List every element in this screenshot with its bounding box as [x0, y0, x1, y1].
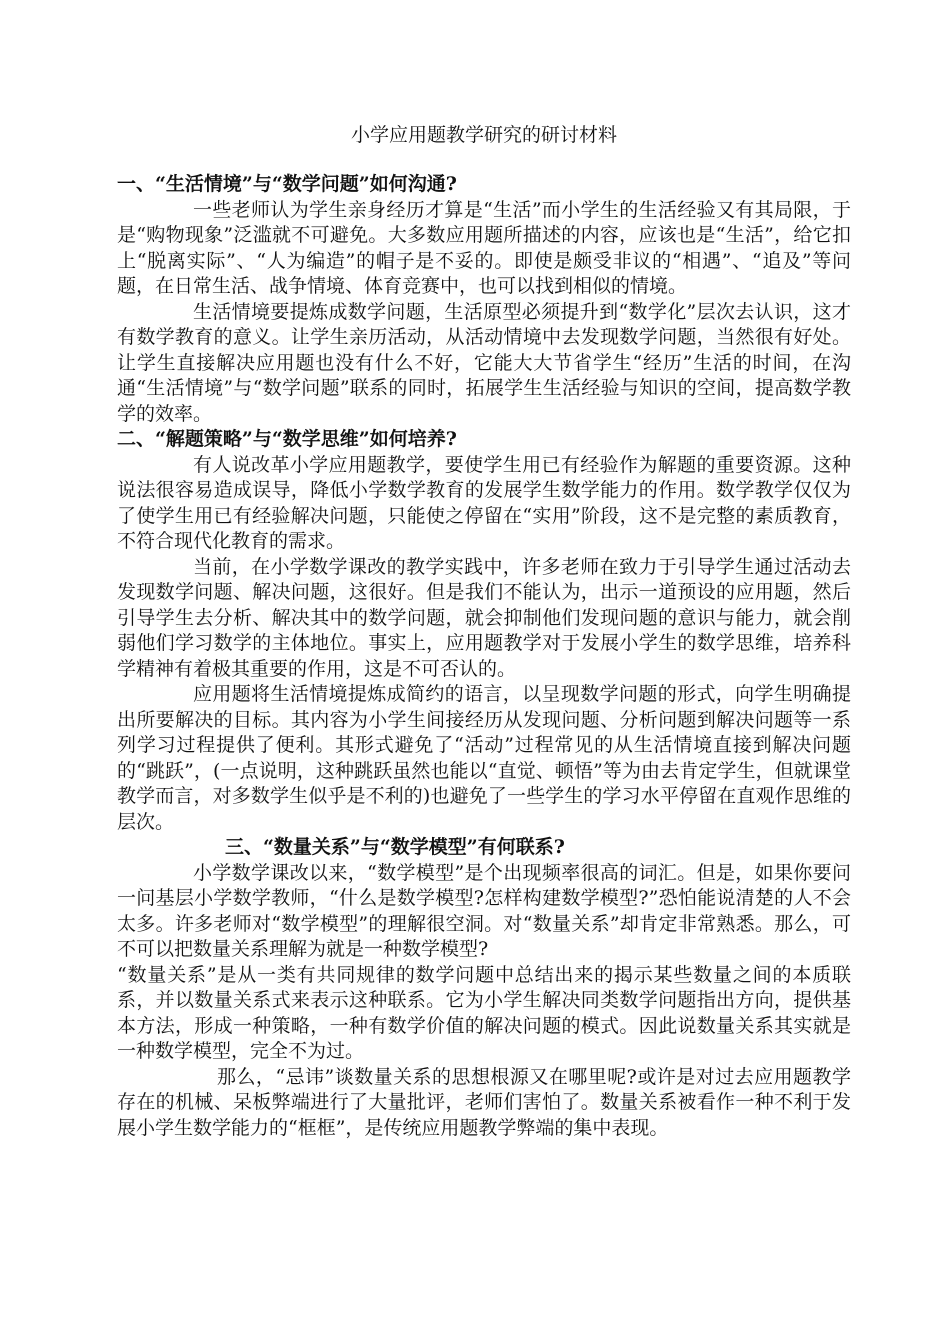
- section-3-paragraph-3: 那么，“忌讳”谈数量关系的思想根源又在哪里呢?或许是对过去应用题教学存在的机械、呆板弊端进行了大量批评，老师们害怕了。数量关系被看作一种不利于发展小学生数学能力的“框框”，是传统应用题教学弊端的集中表现。: [117, 1065, 851, 1139]
- section-1-paragraph-2: 生活情境要提炼成数学问题，生活原型必须提升到“数学化”层次去认识，这才有数学教育的意义。让学生亲历活动，从活动情境中去发现数学问题，当然很有好处。让学生直接解决应用题也没有什么不好，它能大大节省学生“经历”生活的时间，在沟通“生活情境”与“数学问题”联系的同时，拓展学生生活经验与知识的空间，提高数学教学的效率。: [117, 300, 851, 425]
- section-1-paragraph-1: 一些老师认为学生亲身经历才算是“生活”而小学生的生活经验又有其局限，于是“购物现象”泛滥就不可避免。大多数应用题所描述的内容，应该也是“生活”，给它扣上“脱离实际”、“人为编造”的帽子是不妥的。即使是颇受非议的“相遇”、“追及”等问题，在日常生活、战争情境、体育竞赛中，也可以找到相似的情境。: [117, 198, 851, 297]
- section-3-heading: 三、“数量关系”与“数学模型”有何联系?: [225, 836, 565, 858]
- section-3-paragraph-2: “数量关系”是从一类有共同规律的数学问题中总结出来的揭示某些数量之间的本质联系，并以数量关系式来表示这种联系。它为小学生解决同类数学问题指出方向，提供基本方法，形成一种策略，一种有数学价值的解决问题的模式。因此说数量关系其实就是一种数学模型，完全不为过。: [117, 963, 851, 1062]
- section-2-paragraph-2: 当前，在小学数学课改的教学实践中，许多老师在致力于引导学生通过活动去发现数学问题、解决问题，这很好。但是我们不能认为，出示一道预设的应用题，然后引导学生去分析、解决其中的数学问题，就会抑制他们发现问题的意识与能力，就会削弱他们学习数学的主体地位。事实上，应用题教学对于发展小学生的数学思维，培养科学精神有着极其重要的作用，这是不可否认的。: [117, 555, 851, 680]
- section-2-paragraph-3: 应用题将生活情境提炼成简约的语言，以呈现数学问题的形式，向学生明确提出所要解决的目标。其内容为小学生间接经历从发现问题、分析问题到解决问题等一系列学习过程提供了便利。其形式避免了“活动”过程常见的从生活情境直接到解决问题的“跳跃”，(一点说明，这种跳跃虽然也能以“直觉、顿悟”等为由去肯定学生，但就课堂教学而言，对多数学生似乎是不利的)也避免了一些学生的学习水平停留在直观作思维的层次。: [117, 683, 851, 833]
- section-1-heading: 一、“生活情境”与“数学问题”如何沟通?: [117, 173, 457, 195]
- document-page: [117, 122, 851, 1141]
- section-2-heading: 二、“解题策略”与“数学思维”如何培养?: [117, 428, 457, 450]
- section-2-paragraph-1: 有人说改革小学应用题教学，要使学生用已有经验作为解题的重要资源。这种说法很容易造成误导，降低小学数学教育的发展学生数学能力的作用。数学教学仅仅为了使学生用已有经验解决问题，只能使之停留在“实用”阶段，这不是完整的素质教育，不符合现代化教育的需求。: [117, 453, 851, 552]
- section-3-paragraph-1: 小学数学课改以来，“数学模型”是个出现频率很高的词汇。但是，如果你要问一问基层小学数学教师，“什么是数学模型?怎样构建数学模型?”恐怕能说清楚的人不会太多。许多老师对“数学模型”的理解很空洞。对“数量关系”却肯定非常熟悉。那么，可不可以把数量关系理解为就是一种数学模型?: [117, 861, 851, 960]
- document-title: 小学应用题教学研究的研讨材料: [350, 124, 617, 146]
